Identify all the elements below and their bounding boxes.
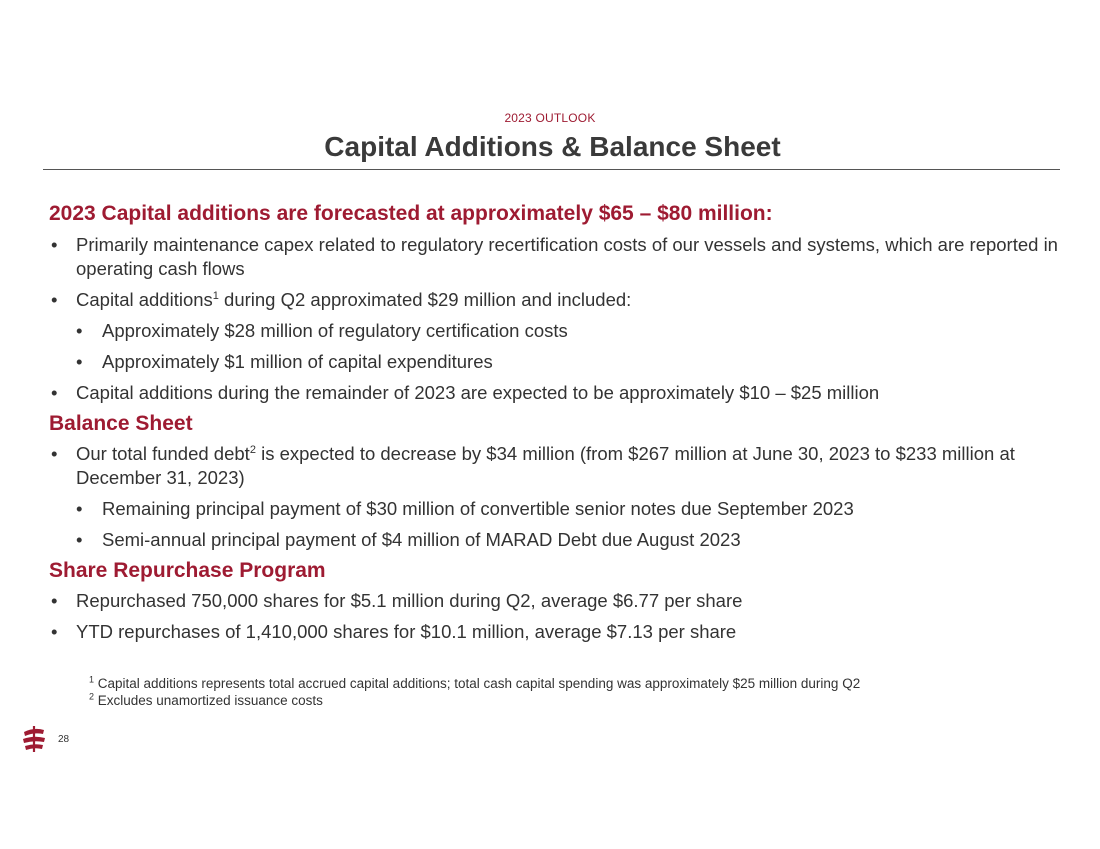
bullet-icon: • bbox=[51, 234, 58, 255]
footnote-2 bbox=[89, 692, 323, 709]
bullet-item bbox=[49, 233, 1059, 281]
sub-bullet-item bbox=[49, 528, 1059, 552]
bullet-icon: • bbox=[76, 320, 83, 341]
bullet-text: YTD repurchases of 1,410,000 shares for $10.1 million, average $7.13 per share bbox=[76, 621, 737, 642]
bullet-text: Capital additions bbox=[76, 289, 213, 310]
footnote-text: Excludes unamortized issuance costs bbox=[94, 693, 323, 708]
footnote-1 bbox=[89, 675, 860, 692]
bullet-text: Approximately $1 million of capital expenditures bbox=[102, 351, 493, 372]
section-eyebrow: 2023 OUTLOOK bbox=[504, 111, 596, 125]
bullet-icon: • bbox=[51, 443, 58, 464]
page-number: 28 bbox=[58, 734, 70, 745]
footnote-text: Capital additions represents total accrued capital additions; total cash capital spending was approximately $25 million during Q2 bbox=[94, 676, 861, 691]
bullet-icon: • bbox=[76, 351, 83, 372]
bullet-icon: • bbox=[51, 382, 58, 403]
sub-bullet-item bbox=[49, 350, 1059, 374]
bullet-icon: • bbox=[76, 498, 83, 519]
footnote-ref: 2 bbox=[249, 443, 256, 456]
page-title: Capital Additions & Balance Sheet bbox=[324, 131, 781, 162]
sub-bullet-item bbox=[49, 319, 1059, 343]
bullet-item bbox=[49, 620, 1059, 644]
bullet-text: is expected to decrease by $34 million (from $267 million at June 30, 2023 to $233 million at December 31, 2023) bbox=[76, 443, 1015, 488]
company-logo-icon bbox=[21, 725, 47, 753]
bullet-item bbox=[49, 589, 1059, 613]
bullet-icon: • bbox=[51, 621, 58, 642]
bullet-text: Remaining principal payment of $30 million of convertible senior notes due September 2023 bbox=[102, 498, 854, 519]
slide-body bbox=[49, 200, 1059, 651]
footnote-ref: 1 bbox=[212, 289, 219, 302]
bullet-text: Repurchased 750,000 shares for $5.1 million during Q2, average $6.77 per share bbox=[76, 590, 743, 611]
bullet-text: Capital additions during the remainder of 2023 are expected to be approximately $10 – $25 million bbox=[76, 382, 880, 403]
bullet-item bbox=[49, 442, 1059, 490]
bullet-icon: • bbox=[76, 529, 83, 550]
bullet-icon: • bbox=[51, 289, 58, 310]
bullet-text: Primarily maintenance capex related to regulatory recertification costs of our vessels and systems, which are reported in operating cash flows bbox=[76, 234, 1058, 279]
balance-heading: Balance Sheet bbox=[49, 412, 193, 435]
footnote-mark: 2 bbox=[89, 691, 95, 702]
repurchase-heading: Share Repurchase Program bbox=[49, 559, 326, 582]
bullet-text: Approximately $28 million of regulatory certification costs bbox=[102, 320, 568, 341]
bullet-text: Our total funded debt bbox=[76, 443, 250, 464]
bullet-text: Semi-annual principal payment of $4 million of MARAD Debt due August 2023 bbox=[102, 529, 741, 550]
footnote-mark: 1 bbox=[89, 674, 95, 685]
sub-bullet-item bbox=[49, 497, 1059, 521]
title-divider bbox=[43, 169, 1060, 170]
bullet-item bbox=[49, 381, 1059, 405]
bullet-item bbox=[49, 288, 1059, 312]
bullet-text: during Q2 approximated $29 million and included: bbox=[218, 289, 632, 310]
bullet-icon: • bbox=[51, 590, 58, 611]
capital-heading: 2023 Capital additions are forecasted at approximately $65 – $80 million: bbox=[49, 202, 773, 225]
